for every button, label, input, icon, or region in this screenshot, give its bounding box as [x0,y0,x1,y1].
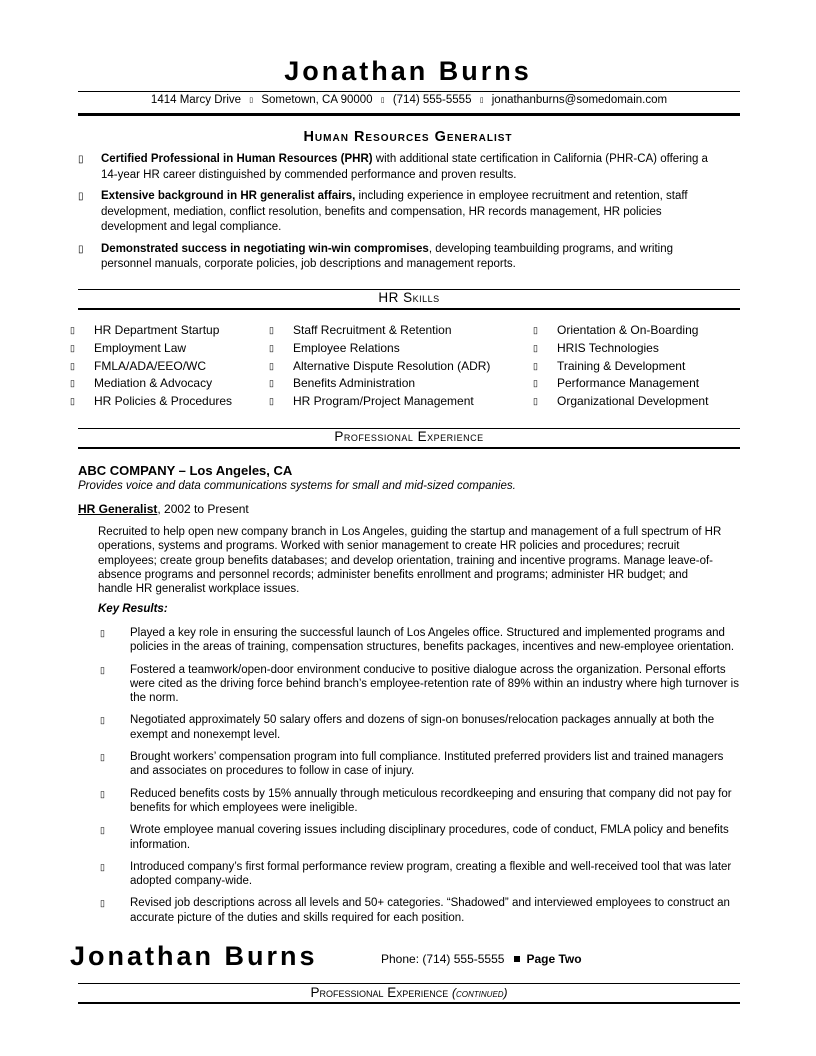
job-summary: Recruited to help open new company branch in Los Angeles, guiding the startup and management of a full spectrum of HR operations, systems and programs. Worked with senior management to create HR policies and procedures; recruit employees; create group benefits databases; and develop orientation, training and incentive programs. Manage leave-of-absence programs and personnel records; administer benefits enrollment and programs; administer HR budget; and handle HR generalist workplace issues. [98,526,722,596]
continued-label: (continued) [452,986,508,1000]
skill-label: Employee Relations [293,340,400,355]
company-name: ABC COMPANY – Los Angeles, CA [78,463,293,478]
skills-heading: HR Skills [378,290,440,305]
skill-item [533,340,708,358]
summary-bold: Certified Professional in Human Resources (PHR) [101,153,373,165]
result-text: Negotiated approximately 50 salary offers and dozens of sign-on bonuses/relocation packages annually at both the exempt and nonexempt level. [130,714,715,741]
result-item [100,787,740,816]
email: jonathanburns@somedomain.com [491,94,668,106]
skill-item [269,340,490,358]
result-text: Reduced benefits costs by 15% annually through meticulous recordkeeping and ensuring that company did not pay for benefits for which employees were ineligible. [130,787,732,814]
skill-label: Orientation & On-Boarding [557,323,699,337]
experience-heading: Professional Experience [334,429,484,444]
phone: (714) 555-5555 [392,94,472,106]
bullet-icon: ▯ [100,788,105,799]
skill-label: FMLA/ADA/EEO/WC [94,358,207,373]
skill-label: HR Department Startup [94,323,220,337]
skill-label: Organizational Development [557,394,709,409]
company-description: Provides voice and data communications systems for small and mid-sized companies. [78,480,516,492]
bullet-icon: ▯ [269,396,274,407]
square-bullet-icon [514,956,520,962]
job-title: HR Generalist [78,502,158,516]
bullet-icon: ▯ [269,360,274,371]
results-list [100,626,740,933]
skill-item [269,322,490,340]
result-text: Brought workers’ compensation program into full compliance. Instituted preferred providers list and trained managers and associates on procedures to follow in case of injury. [130,751,724,778]
result-item [100,896,740,925]
summary-text: with additional state certification in California (PHR-CA) offering a 14-year HR career distinguished by commended performance and proven results. [101,153,708,181]
summary-bold: Extensive background in HR generalist affairs, [101,190,356,202]
bullet-icon: ▯ [100,898,105,909]
header-rule-top [78,91,740,92]
separator-icon: ▯ [249,96,254,104]
summary-bold: Demonstrated success in negotiating win-win compromises [101,242,429,255]
result-item [100,626,740,655]
bullet-icon: ▯ [78,191,84,202]
bullet-icon: ▯ [269,325,274,335]
bullet-icon: ▯ [70,396,75,407]
bullet-icon: ▯ [533,378,538,389]
page-two-phone: Phone: (714) 555-5555 [381,952,505,966]
bullet-icon: ▯ [70,378,75,389]
bullet-icon: ▯ [78,243,84,255]
skills-rule-bottom [78,308,740,310]
skill-item [533,322,708,340]
skills-column-3 [533,322,708,411]
bullet-icon: ▯ [533,342,538,353]
skill-item [269,375,490,393]
bullet-icon: ▯ [78,154,84,165]
bullet-icon: ▯ [100,861,105,872]
skill-item [70,340,232,358]
result-text: Introduced company’s first formal performance review program, creating a flexible and well-received tool that was later adopted company-wide. [130,860,732,888]
summary-item [78,242,718,273]
bullet-icon: ▯ [269,378,274,389]
skill-item [70,358,232,376]
result-item [100,823,740,852]
skill-item [70,393,232,411]
skill-item [269,393,490,411]
continued-heading [78,985,740,1000]
bullet-icon: ▯ [269,342,274,353]
skill-label: Training & Development [557,358,686,373]
skills-column-1 [70,322,232,411]
bullet-icon: ▯ [100,664,105,675]
result-item [100,713,740,742]
result-text: Played a key role in ensuring the successful launch of Los Angeles office. Structured and implemented programs and policies in the areas of training, compensation structures, benefits packages, incentives and new-employee orientation. [130,627,735,654]
bullet-icon: ▯ [100,628,105,638]
bullet-icon: ▯ [70,325,75,335]
skill-label: Employment Law [94,340,187,355]
address: 1414 Marcy Drive [150,94,242,106]
separator-icon: ▯ [380,96,385,104]
summary-item [78,152,718,183]
skill-item [70,322,232,340]
job-dates: , 2002 to Present [157,502,249,516]
skill-label: Mediation & Advocacy [94,376,213,391]
summary-text: , developing teambuilding programs, and writing personnel manuals, corporate policies, job descriptions and management reports. [101,242,674,270]
skill-label: HRIS Technologies [557,340,659,355]
skill-label: Performance Management [557,376,700,391]
skill-item [269,358,490,376]
page-two-contact [381,952,582,966]
continued-rule-top [78,983,740,984]
continued-rule-bottom [78,1002,740,1004]
city: Sometown, CA 90000 [261,94,373,106]
separator-icon: ▯ [479,96,484,104]
page-two-label: Page Two [526,952,582,966]
bullet-icon: ▯ [70,342,75,353]
header-rule-bottom [78,113,740,116]
bullet-icon: ▯ [70,360,75,371]
bullet-icon: ▯ [533,325,538,335]
skill-item [533,375,708,393]
result-item [100,750,740,779]
bullet-icon: ▯ [533,396,538,407]
skill-item [533,358,708,376]
result-item [100,663,740,706]
result-item [100,860,740,889]
skill-label: Alternative Dispute Resolution (ADR) [293,358,491,373]
page-two-name: Jonathan Burns [70,941,318,971]
skill-item [70,375,232,393]
skill-item [533,393,708,411]
skills-column-2 [269,322,490,411]
candidate-name: Jonathan Burns [284,56,532,86]
result-text: Revised job descriptions across all levels and 50+ categories. “Shadowed” and interviewed employees to construct an accurate picture of the duties and skills required for each position. [130,897,730,924]
skill-label: Staff Recruitment & Retention [293,323,452,337]
experience-rule-bottom [78,447,740,449]
bullet-icon: ▯ [100,752,105,763]
bullet-icon: ▯ [100,825,105,836]
skill-label: Benefits Administration [293,376,416,391]
bullet-icon: ▯ [533,360,538,371]
job-line [78,502,249,516]
continued-heading-text: Professional Experience [310,985,449,1000]
job-target-title: Human Resources Generalist [303,129,513,145]
skill-label: HR Program/Project Management [293,394,474,409]
skill-label: HR Policies & Procedures [94,394,233,409]
summary-text: including experience in employee recruitment and retention, staff development, mediation, conflict resolution, benefits and compensation, HR records management, HR policies development and legal compliance. [101,190,688,233]
summary-item [78,189,718,236]
contact-line [78,94,740,106]
result-text: Fostered a teamwork/open-door environment conducive to positive dialogue across the organization. Personal efforts were cited as the driving force behind branch’s employee-retention rate of 89% within an industry where high turnover is the norm. [130,663,739,705]
key-results-label: Key Results: [98,603,168,615]
summary-list [78,152,718,279]
result-text: Wrote employee manual covering issues including disciplinary procedures, code of conduct, FMLA policy and benefits information. [130,824,729,851]
bullet-icon: ▯ [100,715,105,726]
